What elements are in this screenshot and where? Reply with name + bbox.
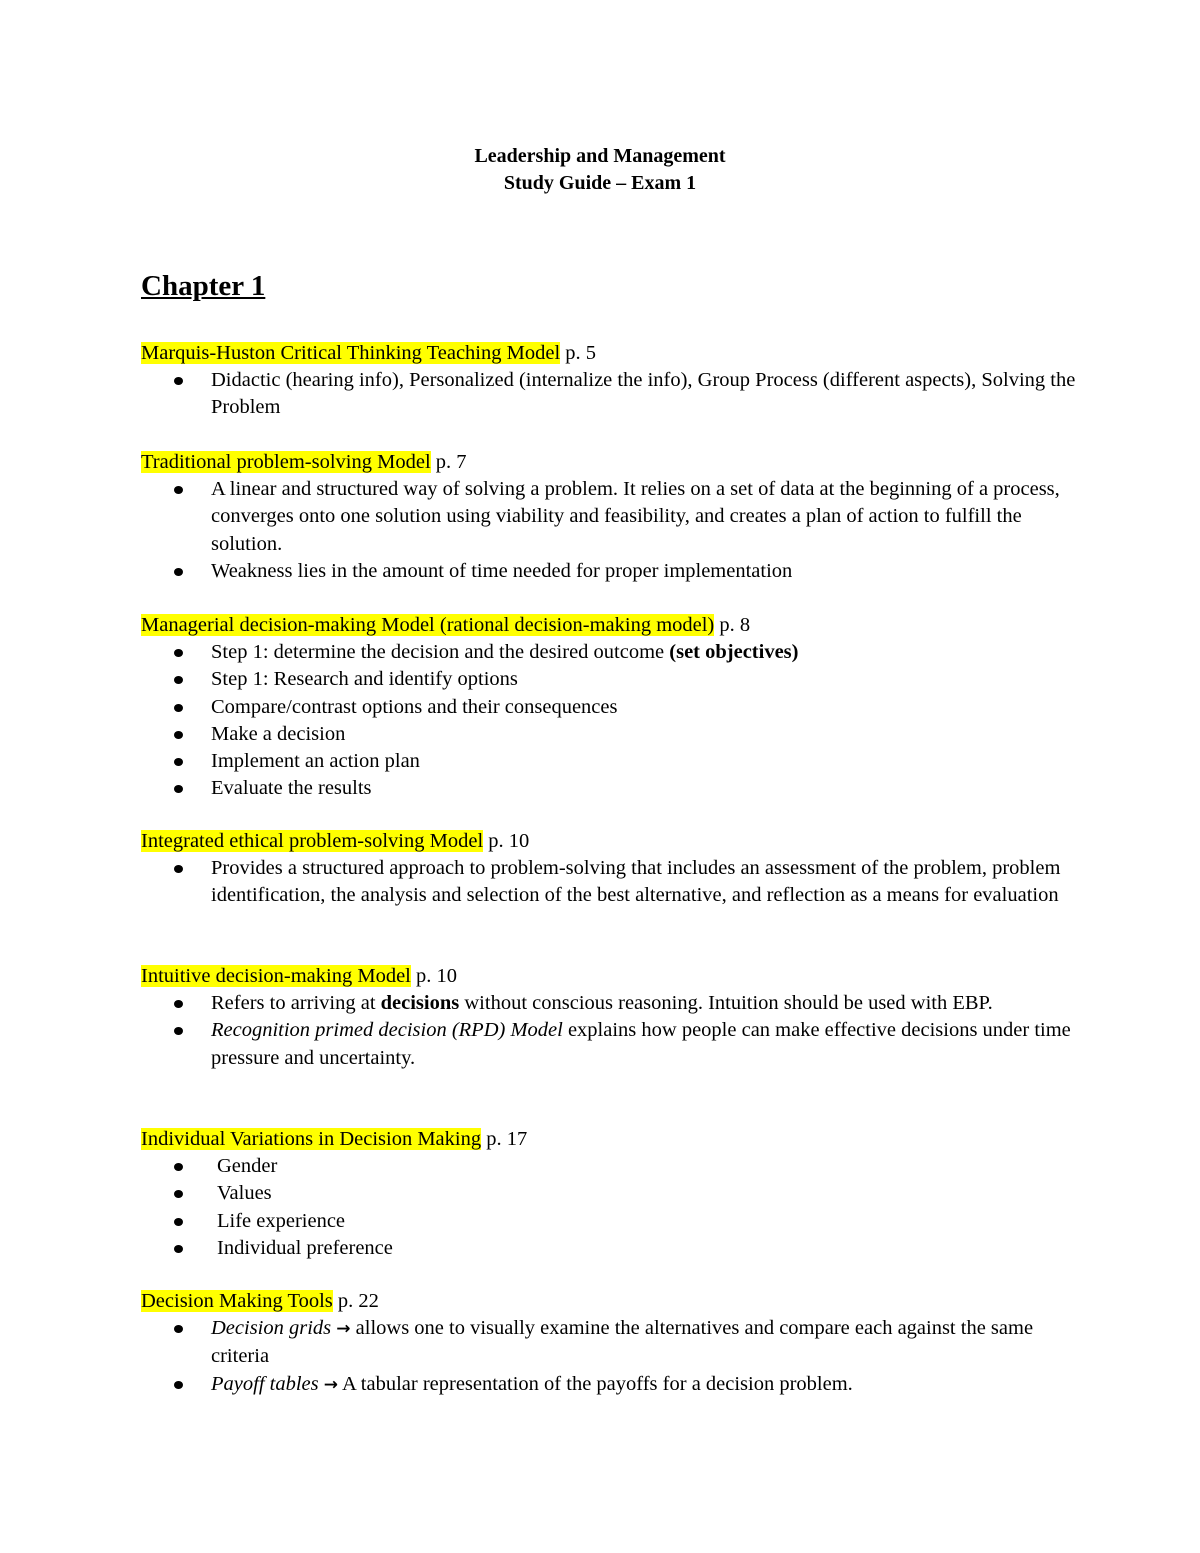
document-subtitle: Study Guide – Exam 1 [503, 172, 697, 194]
highlighted-topic: Traditional problem-solving Model [141, 451, 431, 473]
list-item: Gender [141, 1153, 1081, 1180]
highlighted-topic: Managerial decision-making Model (rational decision-making model) [141, 614, 715, 636]
highlighted-topic: Individual Variations in Decision Making [141, 1128, 482, 1150]
section-heading [141, 963, 1081, 990]
list-item: Compare/contrast options and their consequences [141, 694, 1081, 721]
bullet-icon [174, 758, 183, 766]
section-heading [141, 340, 1081, 367]
list-item: Values [141, 1180, 1081, 1207]
section-ethical-model [141, 828, 1081, 910]
list-item: Individual preference [141, 1235, 1081, 1262]
list-item: Provides a structured approach to problem-solving that includes an assessment of the problem, problem identification, the analysis and selection of the best alternative, and reflection as a means for evaluation [141, 855, 1081, 909]
page-reference: p. 17 [481, 1128, 528, 1150]
bullet-icon [174, 1325, 183, 1333]
highlighted-topic: Decision Making Tools [141, 1290, 333, 1312]
list-item: Evaluate the results [141, 775, 1081, 802]
bullet-icon [174, 1190, 183, 1198]
list-item: Didactic (hearing info), Personalized (internalize the info), Group Process (different aspects), Solving the Problem [141, 367, 1081, 421]
section-heading [141, 449, 1081, 476]
list-item: Step 1: determine the decision and the desired outcome (set objectives) [141, 639, 1081, 666]
bullet-icon [174, 785, 183, 793]
list-item: Weakness lies in the amount of time needed for proper implementation [141, 558, 1081, 585]
bullet-icon [174, 731, 183, 739]
chapter-heading: Chapter 1 [141, 270, 266, 302]
page-reference: p. 22 [332, 1290, 379, 1312]
list-item: Step 1: Research and identify options [141, 666, 1081, 693]
bullet-icon [174, 676, 183, 684]
bullet-icon [174, 1381, 183, 1389]
section-individual-variations [141, 1126, 1081, 1262]
bullet-icon [174, 1027, 183, 1035]
section-traditional-model [141, 449, 1081, 585]
list-item: Refers to arriving at decisions without conscious reasoning. Intuition should be used with EBP. [141, 990, 1081, 1017]
bullet-icon [174, 704, 183, 712]
document-title: Leadership and Management [474, 145, 726, 167]
section-decision-tools [141, 1288, 1081, 1399]
section-managerial-model [141, 612, 1081, 802]
bullet-icon [174, 1245, 183, 1253]
arrow-right-icon: → [323, 1374, 338, 1395]
list-item: Make a decision [141, 721, 1081, 748]
section-intuitive-model [141, 963, 1081, 1072]
list-item: Payoff tables → A tabular representation of the payoffs for a decision problem. [141, 1371, 1081, 1399]
bullet-icon [174, 1163, 183, 1171]
section-heading [141, 1288, 1081, 1315]
section-heading [141, 1126, 1081, 1153]
section-heading [141, 828, 1081, 855]
section-heading [141, 612, 1081, 639]
page-reference: p. 7 [430, 451, 467, 473]
bullet-icon [174, 1000, 183, 1008]
section-critical-thinking-model [141, 340, 1081, 422]
highlighted-topic: Intuitive decision-making Model [141, 965, 411, 987]
bullet-icon [174, 865, 183, 873]
page-reference: p. 8 [714, 614, 751, 636]
list-item: Decision grids → allows one to visually examine the alternatives and compare each against the same criteria [141, 1315, 1081, 1370]
highlighted-topic: Marquis-Huston Critical Thinking Teaching Model [141, 342, 561, 364]
list-item: Implement an action plan [141, 748, 1081, 775]
highlighted-topic: Integrated ethical problem-solving Model [141, 830, 484, 852]
bullet-icon [174, 377, 183, 385]
bullet-icon [174, 568, 183, 576]
bullet-icon [174, 649, 183, 657]
list-item: Recognition primed decision (RPD) Model explains how people can make effective decisions under time pressure and uncertainty. [141, 1017, 1081, 1071]
page-reference: p. 10 [410, 965, 457, 987]
arrow-right-icon: → [336, 1319, 351, 1340]
page-reference: p. 10 [483, 830, 530, 852]
list-item: Life experience [141, 1208, 1081, 1235]
bullet-icon [174, 486, 183, 494]
bullet-icon [174, 1218, 183, 1226]
list-item: A linear and structured way of solving a problem. It relies on a set of data at the beginning of a process, converges onto one solution using viability and feasibility, and creates a plan of action to fulfill the solution. [141, 476, 1081, 558]
page-reference: p. 5 [560, 342, 597, 364]
